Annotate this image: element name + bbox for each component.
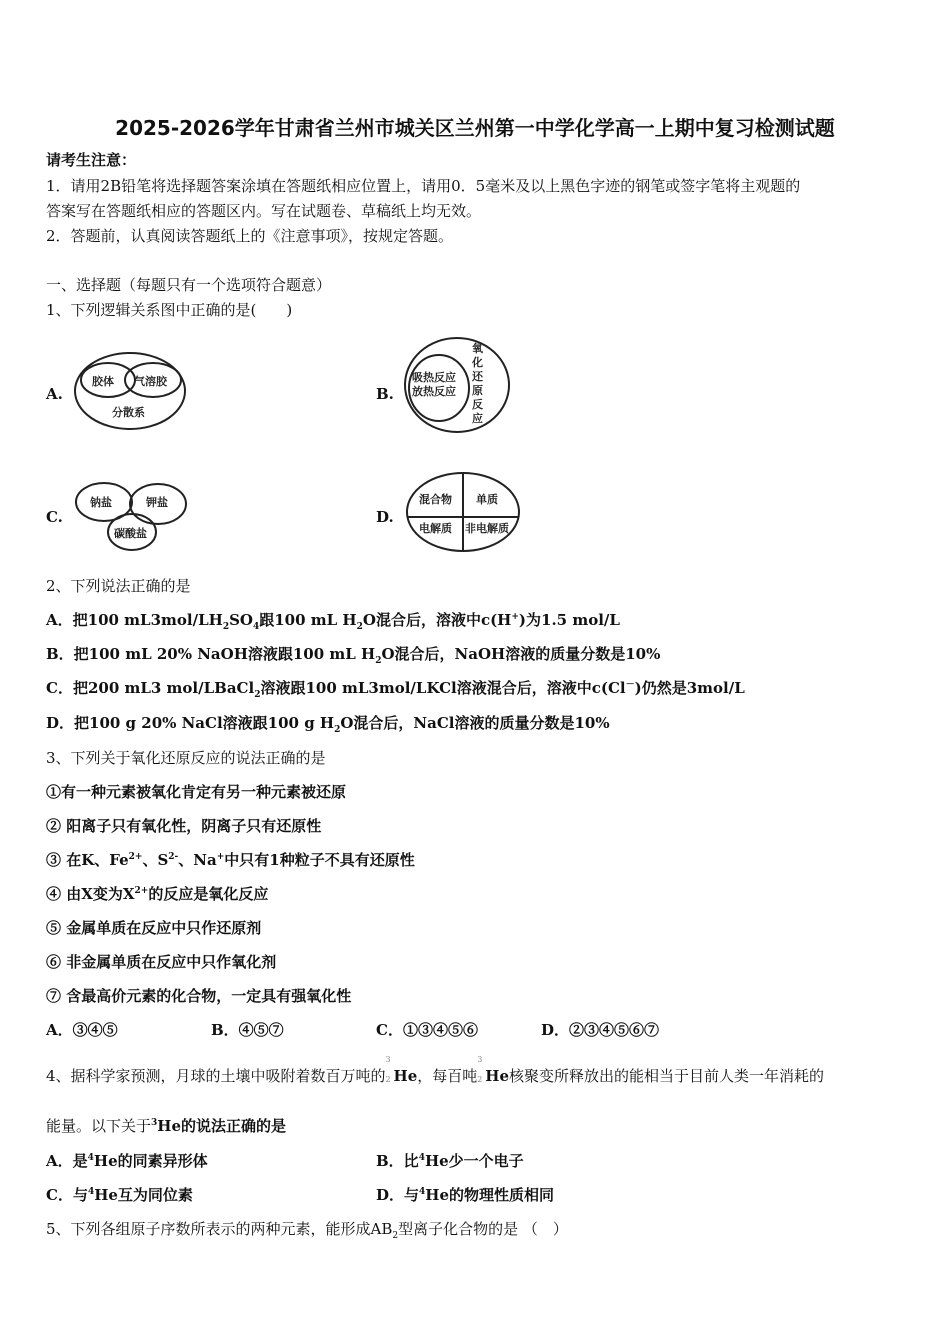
q4-option-d: D．与$^4$He的物理性质相同 [376, 1186, 554, 1204]
q1-option-d-label: D. [376, 508, 394, 526]
q3-option-d: D．②③④⑤⑥⑦ [541, 1021, 660, 1039]
label: 混合物 [419, 493, 452, 506]
label: 单质 [476, 493, 498, 506]
q4-stem: 4、据科学家预测，月球的土壤中吸附着数百万吨的 3 2 He，每百吨 3 2 He核聚变所释放出的能相当于目前人类一年消耗的 [46, 1055, 825, 1085]
label: 还 [472, 370, 483, 383]
q3-item: ④ 由X变为$X^{2+}$的反应是氧化反应 [46, 885, 269, 903]
label: 胶体 [92, 375, 114, 388]
q2-option-d: D．把100 g 20% NaCl溶液跟100 g $H_2O$混合后，NaCl溶液的质量分数是10% [46, 714, 610, 735]
diagram-b [402, 335, 512, 435]
notice-heading: 请考生注意： [46, 151, 137, 169]
notice-line: 答案写在答题纸相应的答题区内。写在试题卷、草稿纸上均无效。 [46, 202, 482, 220]
diagram-a [72, 350, 188, 432]
q3-item: ② 阳离子只有氧化性，阴离子只有还原性 [46, 817, 322, 835]
q3-stem: 3、下列关于氧化还原反应的说法正确的是 [46, 749, 326, 767]
q2-option-b: B．把100 mL 20% NaOH溶液跟100 mL $H_2O$混合后，NaOH溶液的质量分数是10% [46, 645, 661, 666]
notice-line: 2．答题前，认真阅读答题纸上的《注意事项》，按规定答题。 [46, 227, 454, 245]
q1-stem: 1、下列逻辑关系图中正确的是( ) [46, 301, 293, 319]
diagram-d [404, 470, 522, 554]
label: 应 [472, 412, 483, 425]
label: 碳酸盐 [114, 527, 147, 540]
label: 放热反应 [412, 385, 456, 398]
q3-item: ⑦ 含最高价元素的化合物，一定具有强氧化性 [46, 987, 352, 1005]
section-heading: 一、选择题（每题只有一个选项符合题意） [46, 276, 332, 294]
label: 钠盐 [90, 496, 112, 509]
q1-option-b-label: B. [376, 385, 394, 403]
label: 反 [472, 398, 483, 411]
label: 电解质 [419, 522, 452, 535]
q4-stem-cont: 能量。以下关于$^3$He的说法正确的是 [46, 1117, 286, 1135]
label: 氧 [472, 342, 483, 355]
label: 原 [472, 384, 483, 397]
label: 化 [472, 356, 483, 369]
q3-item: ③ 在K、$Fe^{2+}$、$S^{2-}$、Na+中只有1种粒子不具有还原性 [46, 851, 415, 869]
label: 非电解质 [465, 522, 509, 535]
q2-option-a: A．把100 $mL3mol/LH_2SO_4$跟100 mL $H_2O$混合后，溶液中c(H+)为1.5 mol/L [46, 611, 620, 632]
page-title: 2025-2026学年甘肃省兰州市城关区兰州第一中学化学高一上期中复习检测试题 [115, 116, 835, 140]
q1-option-a-label: A. [46, 385, 63, 403]
q3-item: ⑤ 金属单质在反应中只作还原剂 [46, 919, 262, 937]
notice-line: 1．请用2B铅笔将选择题答案涂填在答题纸相应位置上，请用0．5毫米及以上黑色字迹的钢笔或签字笔将主观题的 [46, 177, 801, 195]
q5-stem: 5、下列各组原子序数所表示的两种元素，能形成$AB_2$型离子化合物的是 （ ） [46, 1220, 568, 1241]
q3-option-b: B．④⑤⑦ [211, 1021, 284, 1039]
q2-option-c: C．把200 mL3 mol/LBaCl$_2$溶液跟100 mL3mol/LKCl溶液混合后，溶液中c(Cl－)仍然是3mol/L [46, 679, 745, 700]
q2-stem: 2、下列说法正确的是 [46, 577, 191, 595]
q4-option-a: A．是$^4$He的同素异形体 [46, 1152, 208, 1170]
q1-option-c-label: C. [46, 508, 63, 526]
q3-item: ⑥ 非金属单质在反应中只作氧化剂 [46, 953, 277, 971]
q3-option-a: A．③④⑤ [46, 1021, 118, 1039]
label: 钾盐 [146, 496, 168, 509]
label: 气溶胶 [134, 375, 167, 388]
diagram-c [72, 480, 190, 556]
q3-item: ①有一种元素被氧化肯定有另一种元素被还原 [46, 783, 347, 801]
q4-option-b: B．比$^4$He少一个电子 [376, 1152, 524, 1170]
label: 吸热反应 [412, 371, 456, 384]
q4-option-c: C．与$^4$He互为同位素 [46, 1186, 193, 1204]
q3-option-c: C．①③④⑤⑥ [376, 1021, 478, 1039]
label: 分散系 [112, 406, 145, 419]
